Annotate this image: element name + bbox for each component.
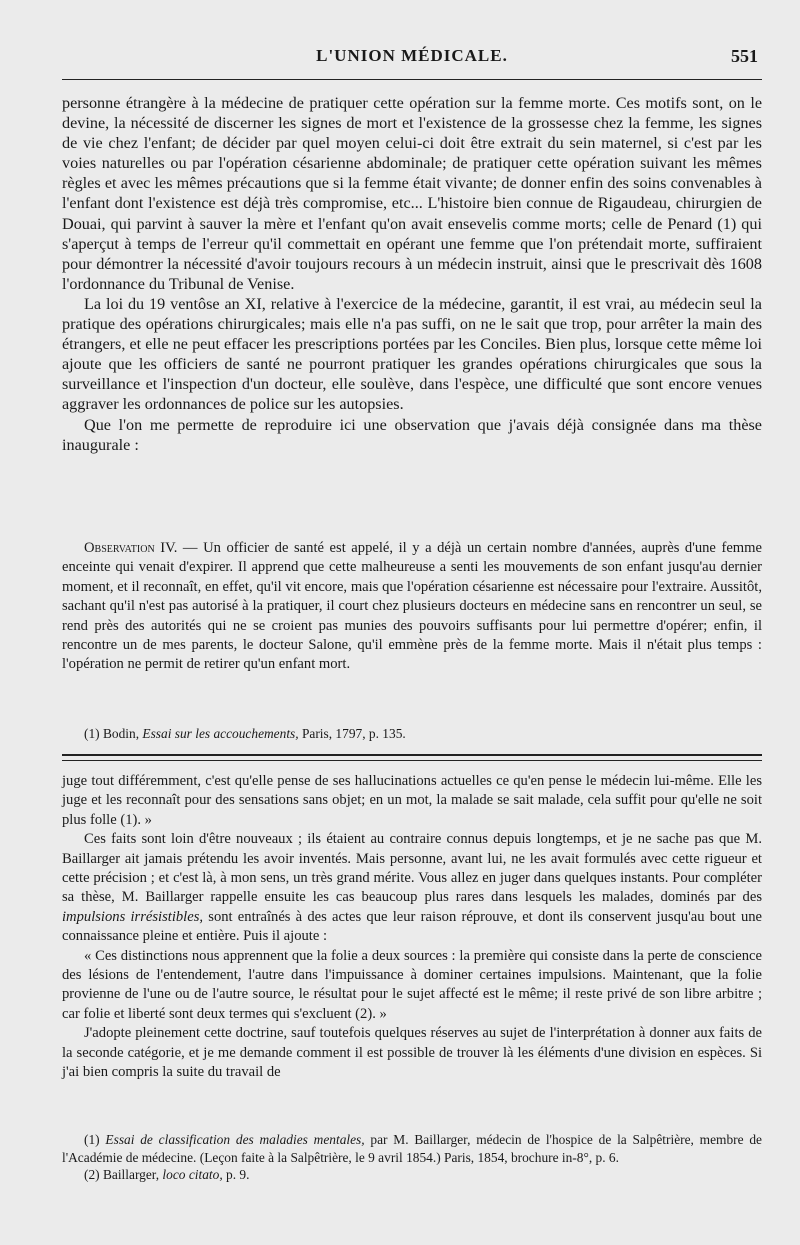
footnote-title: loco citato,: [162, 1167, 223, 1182]
footnote: (1) Essai de classification des maladies mentales, par M. Baillarger, médecin de l'hospice de la Salpêtrière, membre de l'Académie de médecine. (Leçon faite à la Salpêtrière, le 9 avril 1854.) Paris, 1854, brochure in-8°, p. 6.: [62, 1132, 762, 1165]
footnote-title: Essai de classification des maladies mentales,: [105, 1132, 365, 1147]
paragraph: Que l'on me permette de reproduire ici une observation que j'avais déjà consignée dans ma thèse inaugurale :: [62, 415, 762, 454]
footnote-title: Essai sur les accouchements,: [142, 726, 299, 741]
paragraph: personne étrangère à la médecine de pratiquer cette opération sur la femme morte. Ces motifs sont, on le devine, la nécessité de discerner les signes de mort et l'existence de la grossesse chez la femme, les signes de vie chez l'enfant; de décider par quel moyen celui-ci doit être extrait du sein maternel, si c'est par les voies naturelles ou par l'opération césarienne abdominale; de pratiquer cette opération suivant les mêmes règles et avec les mêmes précautions que si la femme était vivante; de donner enfin des soins convenables à l'enfant dont l'existence est déjà très compromise, etc... L'histoire bien connue de Rigaudeau, chirurgien de Douai, qui parvint à sauver la mère et l'enfant qu'on avait ensevelis comme morts; celle de Penard (1) qui s'aperçut à temps de l'erreur qu'il commettait en opérant une femme que l'on prétendait morte, suffiraient pour démontrer la nécessité d'avoir toujours recours à un médecin instruit, ainsi que le prescrivait dès 1608 l'ordonnance du Tribunal de Venise.: [62, 94, 762, 293]
observation-label: Observation IV.: [84, 540, 178, 556]
article-divider: [62, 754, 762, 761]
quotation: « Ces distinctions nous apprennent que la folie a deux sources : la première qui consiste dans la perte de conscience des lésions de l'entendement, l'autre dans l'impuissance à dominer certaines impulsions. Maintenant, que la folie provienne de l'une ou de l'autre source, le résultat pour le sujet affecté est le même; il reste privé de son libre arbitre ; car folie et liberté sont deux termes qui s'excluent (2). »: [62, 947, 762, 1022]
emphasis: impulsions irrésistibles,: [62, 908, 204, 925]
footnotes-bottom: [62, 1131, 762, 1184]
footnote: (2) Baillarger, loco citato, p. 9.: [84, 1167, 250, 1182]
bottom-article: [62, 772, 762, 1083]
observation-paragraph: [62, 539, 762, 675]
observation-block: [62, 539, 762, 675]
paragraph: juge tout différemment, c'est qu'elle pense de ses hallucinations actuelles ce qu'en pense le médecin lui-même. Elle les juge et les reconnaît pour des sensations sans objet; en un mot, la malade se sait malade, cela suffit pour qu'elle ne soit plus folle (1). »: [62, 773, 762, 828]
page-number: 551: [731, 46, 758, 66]
paragraph: J'adopte pleinement cette doctrine, sauf toutefois quelques réserves au sujet de l'interprétation à donner aux faits de la seconde catégorie, et je me demande comment il est possible de trouver là les éléments d'une division en espèces. Si j'ai bien compris la suite du travail de: [62, 1025, 762, 1081]
running-header: [62, 46, 762, 74]
header-rule: [62, 79, 762, 80]
paragraph: Ces faits sont loin d'être nouveaux ; ils étaient au contraire connus depuis longtemps, et je ne sache pas que M. Baillarger ait jamais prétendu les avoir inventés. Mais personne, avant lui, ne les avait formulés avec cette rigueur et cette précision ; et c'est là, à mon sens, un très grand mérite. Vous allez en juger dans quelques instants. Pour compléter sa thèse, M. Baillarger rappelle ensuite les cas beaucoup plus rares dans lesquels les malades, dominés par des impulsions irrésistibles, sont entraînés à des actes que leur raison réprouve, et dont ils conservent jusqu'au bout une connaissance pleine et entière. Puis il ajoute :: [62, 831, 763, 945]
observation-text: — Un officier de santé est appelé, il y a déjà un certain nombre d'années, auprès d'une femme enceinte qui venait d'expirer. Il apprend que cette malheureuse a senti les mouvements de son enfant jusqu'au dernier moment, et il reconnaît, en effet, qu'il vit encore, mais que l'opération césarienne est nécessaire pour l'extraire. Aussitôt, sachant qu'il n'est pas autorisé à la pratiquer, il court chez plusieurs docteurs en médecine sans en rencontrer un seul, se rend près des autorités qui ne se croient pas munies des pouvoirs suffisants pour lui permettre d'opérer; enfin, il rencontre un de mes parents, le docteur Salone, qu'il emmène près de la femme morte. Mais il n'était plus temps : l'opération ne permit de retirer qu'un enfant mort.: [62, 540, 762, 673]
top-article: [62, 93, 762, 455]
journal-title: L'UNION MÉDICALE.: [316, 46, 508, 65]
footnote-top: [62, 725, 762, 743]
paragraph: La loi du 19 ventôse an XI, relative à l'exercice de la médecine, garantit, il est vrai, au médecin seul la pratique des opérations chirurgicales; mais elle n'a pas suffi, on ne le sait que trop, pour arrêter la main des étrangers, et elle ne peut effacer les prescriptions portées par les Conciles. Bien plus, lorsque cette même loi ajoute que les officiers de santé ne pourront pratiquer les grandes opérations chirurgicales que sous la surveillance et l'inspection d'un docteur, elle soulève, dans l'espèce, une difficulté que sont encore venues aggraver les ordonnances de police sur les autopsies.: [62, 294, 762, 414]
footnote: (1) Bodin, Essai sur les accouchements, Paris, 1797, p. 135.: [84, 726, 406, 741]
